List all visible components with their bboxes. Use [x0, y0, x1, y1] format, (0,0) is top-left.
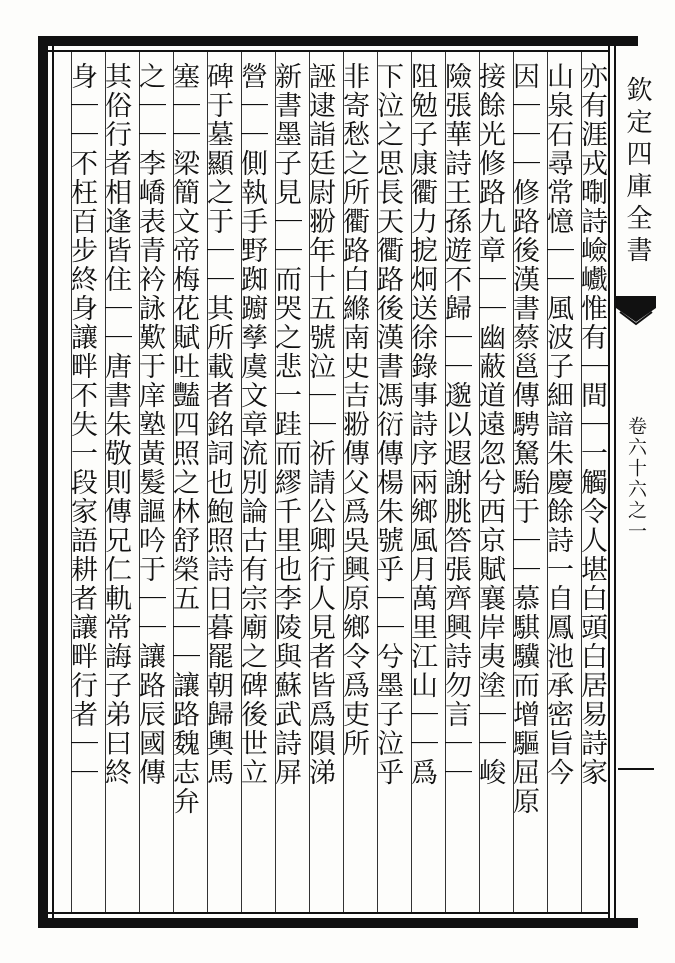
- frame-border-top: [38, 36, 638, 46]
- frame-border-right: [608, 46, 610, 918]
- text-column-10: 新書墨子見｜｜而哭之悲一跬而繆千里也李陵與蘇武詩屏: [270, 62, 301, 787]
- frame-inner-bottom: [48, 912, 608, 914]
- text-column-2: 山泉石尋常憶｜｜風波子細諳朱慶餘詩一自鳳池承密旨今: [542, 62, 573, 787]
- frame-inner-left: [52, 46, 54, 918]
- text-column-15: 其俗行者相逢皆住｜｜唐書朱敬則傳兄仁軌常誨子弟曰終: [100, 62, 131, 787]
- margin-divider: [618, 768, 654, 770]
- frame-inner-top: [48, 50, 608, 52]
- text-column-5: 險張華詩王孫遊不歸｜｜邈以遐謝朓答張齊興詩勿言｜｜: [440, 62, 471, 787]
- text-column-9: 誣逮詣廷尉翂年十五號泣｜｜祈請公卿行人見者皆爲隕涕: [304, 62, 335, 787]
- text-column-7: 下泣之思長天衢路後漢書馮衍傳楊朱號乎｜｜兮墨子泣乎: [372, 62, 403, 787]
- text-column-13: 塞｜｜梁簡文帝梅花賦吐豔四照之林舒榮五｜｜讓路魏志弁: [168, 62, 199, 816]
- text-column-1: 亦有涯戎㫼詩嶮巇惟有｜間｜一觸令人堪白頭白居易詩家: [576, 62, 607, 787]
- text-column-12: 碑于墓顯之于｜｜其所載者銘詞也鮑照詩日暮罷朝歸輿馬: [202, 62, 233, 787]
- text-column-3: 因｜｜｜修路後漢書蔡邕傳騁駑駘于｜｜慕騏驥而增驅屈原: [508, 62, 539, 816]
- text-column-8: 非寄愁之所衢路白縧南史吉翂傳父爲吳興原鄉令爲吏所: [338, 62, 369, 758]
- frame-border-left: [38, 36, 48, 928]
- page-margin: [616, 46, 656, 918]
- text-column-4: 接餘光修路九章｜｜幽蔽道遠忽兮西京賦襄岸夷塗｜｜峻: [474, 62, 505, 787]
- book-title: 欽定四庫全書: [622, 76, 652, 268]
- frame-border-bottom: [38, 918, 638, 928]
- text-column-6: 阻勉子康衢力㧖炯送徐錄事詩序兩鄉風月萬里江山｜｜爲: [406, 62, 437, 787]
- text-column-14: 之｜｜李嶠表青衿詠歎于庠塾黃髮謳吟于｜｜讓路辰國傳: [134, 62, 165, 787]
- fish-tail-mark: [616, 296, 656, 326]
- text-column-11: 營｜｜側執手野踟躕孳虞文章流別論古有宗廟之碑後世立: [236, 62, 267, 787]
- volume-number: 卷六十六之一: [625, 416, 647, 542]
- text-column-16: 身｜｜不枉百步終身讓畔不失一段家語耕者讓畔行者｜｜: [66, 62, 97, 787]
